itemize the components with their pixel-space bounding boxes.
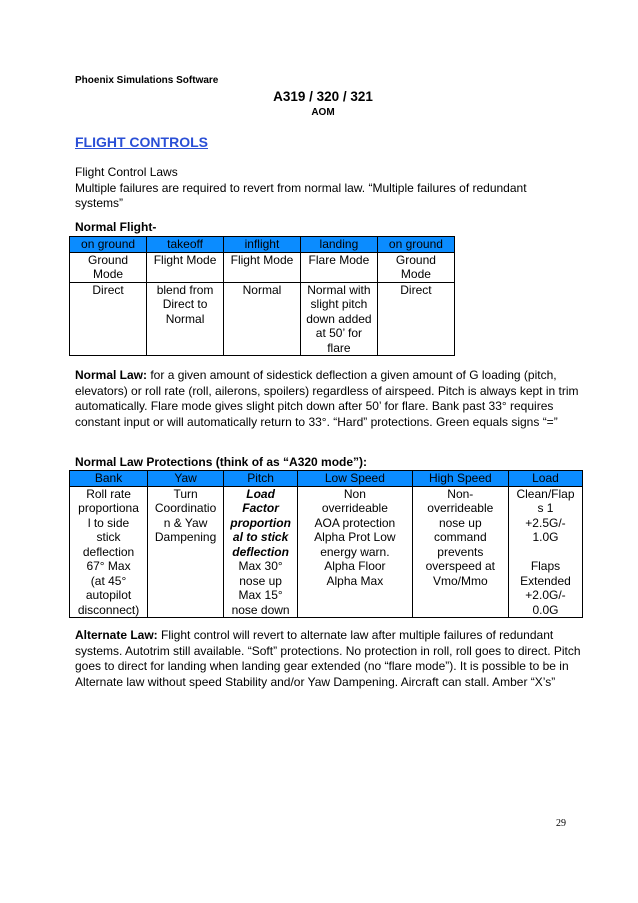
cell-line: stick <box>96 530 121 544</box>
cell-line: proportion <box>230 515 291 530</box>
cell-line: overspeed at <box>425 559 495 573</box>
alternate-law-text: Flight control will revert to alternate law after multiple failures of redundant systems. Autotrim still available. “Soft” protections. No protection in roll, roll goes to direct. Pitch goes to direct for landing when landing gear extended (no “flare mode”). It is possible to be in Alternate law without speed Stability and/or Yaw Dampening. Aircraft can stall. Amber “X’s” <box>75 628 581 689</box>
table-cell: Normal <box>224 282 301 356</box>
protections-label: Normal Law Protections (think of as “A320 mode”): <box>75 455 368 469</box>
cell-line: Factor <box>242 501 279 515</box>
section-heading: FLIGHT CONTROLS <box>75 134 208 150</box>
bank-cell <box>70 486 148 618</box>
high-speed-cell <box>412 486 508 618</box>
laws-intro-text: Multiple failures are required to revert from normal law. “Multiple failures of redundant systems” <box>75 180 527 210</box>
table-header-cell: on ground <box>377 237 454 253</box>
table-cell: Flare Mode <box>300 252 377 282</box>
cell-line: +2.5G/- <box>525 515 566 530</box>
table-header-cell: High Speed <box>412 471 508 487</box>
table-header-cell: Low Speed <box>298 471 413 487</box>
table-header-cell: Load <box>508 471 582 487</box>
cell-line: energy warn. <box>320 544 390 559</box>
company-name: Phoenix Simulations Software <box>75 75 219 86</box>
table-cell: Normal with slight pitch down added at 50’ for flare <box>300 282 377 356</box>
table-cell: Direct <box>377 282 454 356</box>
cell-line: Roll rate <box>86 486 131 501</box>
cell-line: Turn <box>173 486 198 501</box>
table-header-cell: takeoff <box>147 237 224 253</box>
cell-line: n & Yaw <box>163 515 208 530</box>
cell-line: Load <box>246 486 275 501</box>
cell-line: 1.0G <box>532 530 559 544</box>
laws-intro <box>75 165 575 212</box>
table-header-row <box>70 471 583 487</box>
table-header-cell: Yaw <box>148 471 224 487</box>
table-header-cell: landing <box>300 237 377 253</box>
pitch-emphasis <box>226 487 295 560</box>
table-cell: Ground Mode <box>70 252 147 282</box>
cell-line: Extended <box>520 573 571 588</box>
document-subtitle: AOM <box>311 107 335 118</box>
cell-line: Dampening <box>154 530 217 544</box>
cell-line: command <box>433 530 487 544</box>
cell-line: (at 45° <box>90 573 127 588</box>
cell-line: nose up <box>438 515 482 530</box>
cell-line: Alpha Prot Low <box>314 530 396 544</box>
pitch-limits <box>226 559 295 617</box>
cell-line: autopilot <box>85 588 132 602</box>
table-row <box>70 252 455 282</box>
table-cell: Direct <box>70 282 147 356</box>
cell-line <box>511 545 580 560</box>
cell-line: Non- <box>447 486 474 501</box>
table-cell: Flight Mode <box>224 252 301 282</box>
cell-line: Non <box>343 486 366 501</box>
page-number: 29 <box>556 818 566 829</box>
cell-line: Max 15° <box>238 588 283 602</box>
cell-line: deflection <box>232 544 289 559</box>
alternate-law-paragraph <box>75 628 581 690</box>
pitch-cell <box>224 486 298 618</box>
cell-line: Max 30° <box>238 559 283 573</box>
cell-line: l to side <box>87 515 130 530</box>
yaw-cell <box>148 486 224 618</box>
cell-line: proportiona <box>78 501 139 515</box>
cell-line: al to stick <box>232 530 289 544</box>
table-cell: blend from Direct to Normal <box>147 282 224 356</box>
cell-line: s 1 <box>537 501 554 515</box>
cell-line: prevents <box>437 544 484 559</box>
table-row <box>70 282 455 356</box>
table-cell: Flight Mode <box>147 252 224 282</box>
cell-line: nose up <box>239 573 282 588</box>
cell-line: Alpha Max <box>326 573 384 588</box>
cell-line: 0.0G <box>532 602 559 617</box>
cell-line: +2.0G/- <box>525 588 566 602</box>
cell-line: overrideable <box>321 501 388 515</box>
alternate-law-label: Alternate Law: <box>75 628 158 642</box>
cell-line: overrideable <box>427 501 494 515</box>
table-header-cell: on ground <box>70 237 147 253</box>
cell-line: Clean/Flap <box>516 486 575 501</box>
table-header-cell: inflight <box>224 237 301 253</box>
normal-flight-label: Normal Flight- <box>75 220 157 234</box>
cell-line: Coordinatio <box>154 501 217 515</box>
table-cell: Ground Mode <box>377 252 454 282</box>
cell-line: 67° Max <box>86 559 131 573</box>
table-header-cell: Bank <box>70 471 148 487</box>
document-title: A319 / 320 / 321 <box>273 89 373 104</box>
cell-line: Flaps <box>530 559 561 573</box>
cell-line: nose down <box>231 602 290 617</box>
load-cell <box>508 486 582 618</box>
cell-line: Alpha Floor <box>324 559 386 573</box>
cell-line: AOA protection <box>314 515 396 530</box>
table-header-cell: Pitch <box>224 471 298 487</box>
normal-law-paragraph <box>75 368 581 430</box>
cell-line: disconnect) <box>77 602 140 617</box>
laws-intro-title: Flight Control Laws <box>75 165 178 179</box>
table-row <box>70 486 583 618</box>
low-speed-cell <box>298 486 413 618</box>
cell-line: deflection <box>82 544 135 559</box>
normal-flight-table <box>69 236 455 356</box>
protections-table <box>69 470 583 618</box>
normal-law-label: Normal Law: <box>75 368 148 382</box>
normal-law-text: for a given amount of sidestick deflection a given amount of G loading (pitch, elevators) or roll rate (roll, ailerons, spoilers) regardless of airspeed. Pitch is always kept in trim automatically. Flare mode gives slight pitch down after 50’ for flare. Bank past 33° requires constant input or will automatically return to 33°. “Hard” protections. Green equals signs “=” <box>75 368 579 429</box>
table-header-row <box>70 237 455 253</box>
cell-line: Vmo/Mmo <box>432 573 488 588</box>
